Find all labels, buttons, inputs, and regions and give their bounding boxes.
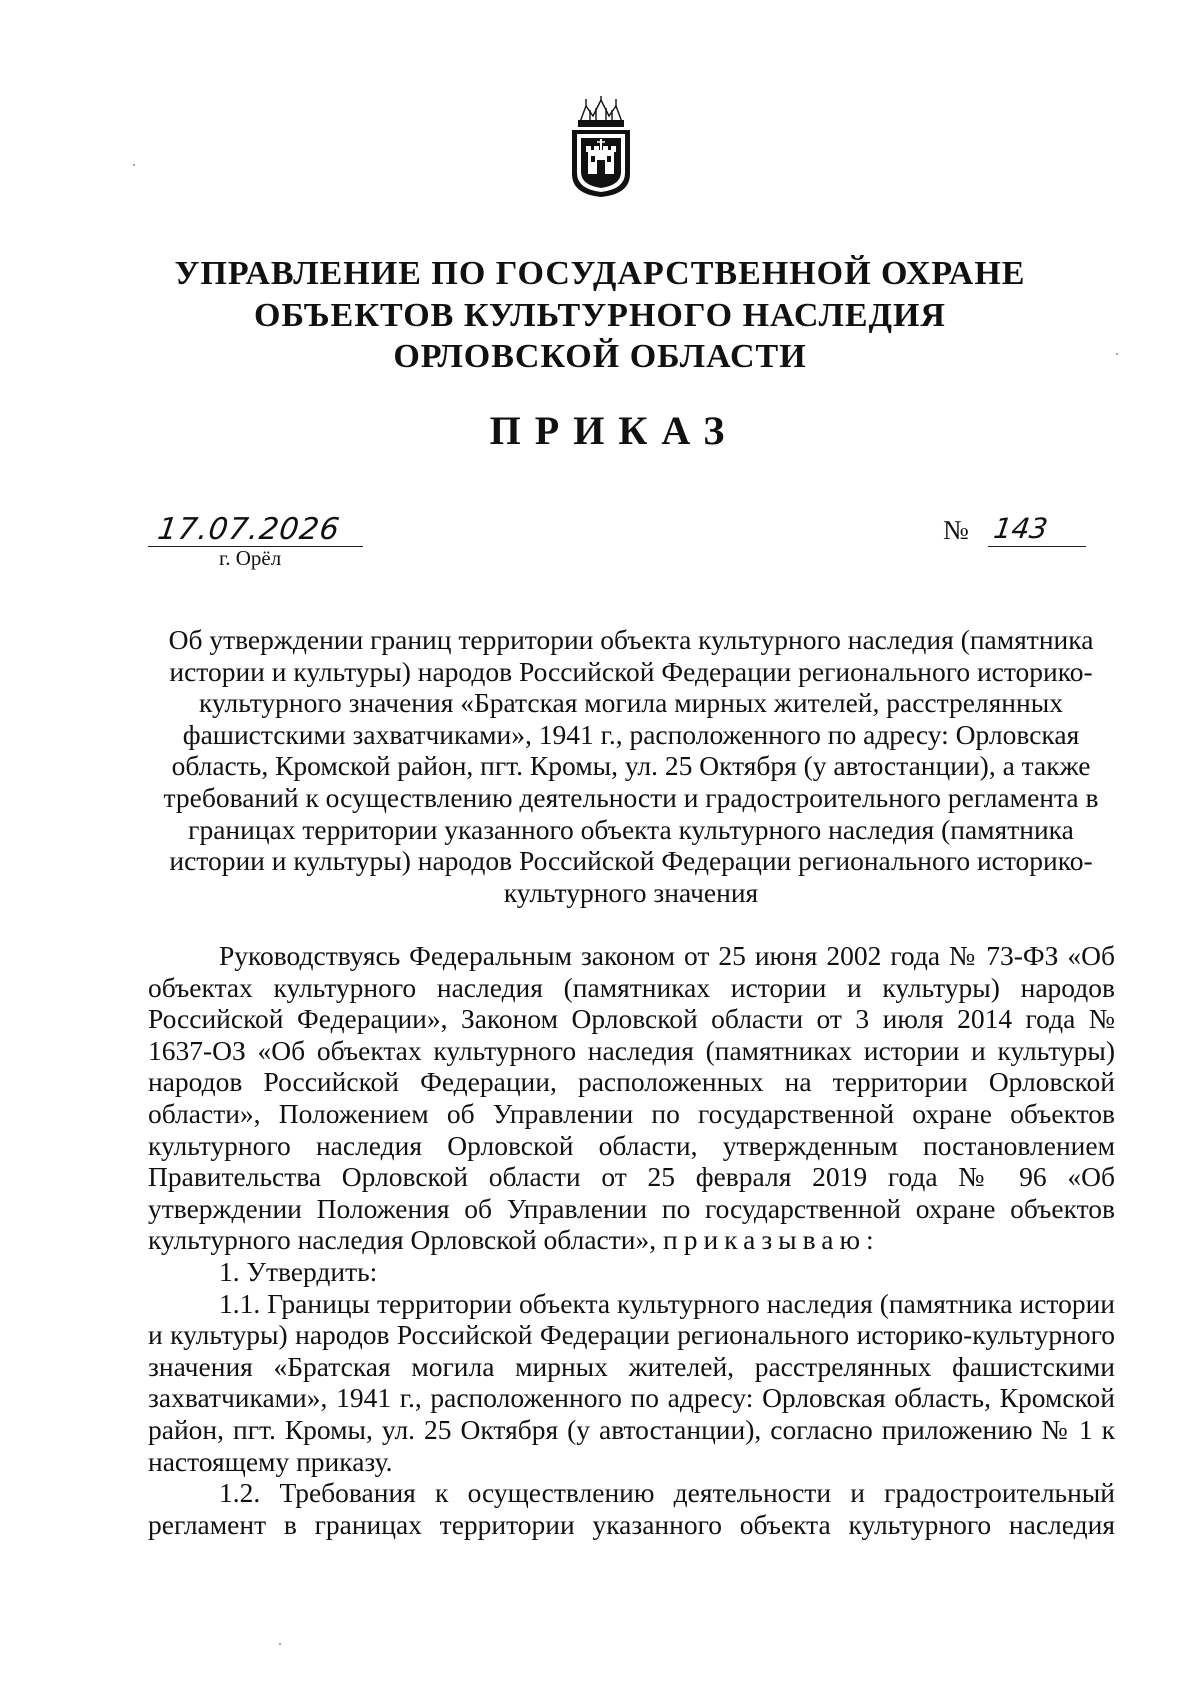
handwritten-number: 143 [991,512,1050,545]
document-body [148,940,1115,1540]
scan-speck [133,164,135,166]
date-field [148,512,363,547]
order-word: приказываю: [662,1224,880,1256]
document-type-heading: ПРИКАЗ [489,408,739,453]
handwritten-date: 17.07.2026 [155,512,343,547]
city-label: г. Орёл [219,546,282,570]
org-name-line3: ОРЛОВСКОЙ ОБЛАСТИ [393,338,807,375]
org-name-line2: ОБЪЕКТОВ КУЛЬТУРНОГО НАСЛЕДИЯ [254,297,946,334]
org-name-line1: УПРАВЛЕНИЕ ПО ГОСУДАРСТВЕННОЙ ОХРАНЕ [174,255,1026,292]
preamble-text: Руководствуясь Федеральным законом от 25 июня 2002 года № 73-ФЗ «Об объектах культурного наследия (памятниках истории и культуры) народов Российской Федерации», Законом Орловской области от 3 июля 2014 года № 1637-ОЗ «Об объектах культурного наследия (памятниках истории и культуры) народов Российской Федерации, расположенных на территории Орловской области», Положением об Управлении по государственной охране объектов культурного наследия Орловской области, утвержденным постановлением Правительства Орловской области от 25 февраля 2019 года № 96 «Об утверждении Положения об Управлении по государственной охране объектов культурного наследия Орловской области», [148,940,1115,1256]
document-title: Об утверждении границ территории объекта культурного наследия (памятника истории и культуры) народов Российской Федерации регионального историко-культурного значения «Братская могила мирных жителей, расстрелянных фашистскими захватчиками», 1941 г., расположенного по адресу: Орловская область, Кромской район, пгт. Кромы, ул. 25 Октября (у автостанции), а также требований к осуществлению деятельности и градостроительного регламента в границах территории указанного объекта культурного наследия (памятника истории и культуры) народов Российской Федерации регионального историко-культурного значения [163,624,1099,908]
item-1-1: 1.1. Границы территории объекта культурного наследия (памятника истории и культуры) народов Российской Федерации регионального историко-культурного значения «Братская могила мирных жителей, расстрелянных фашистскими захватчиками», 1941 г., расположенного по адресу: Орловская область, Кромской район, пгт. Кромы, ул. 25 Октября (у автостанции), согласно приложению № 1 к настоящему приказу. [148,1287,1115,1477]
number-field [988,512,1086,547]
item-1-2: 1.2. Требования к осуществлению деятельности и градостроительный регламент в границах территории указанного объекта культурного наследия [148,1477,1115,1540]
preamble-paragraph [148,940,1115,1256]
oryol-oblast-coat-of-arms-icon [566,96,636,198]
number-label: № [943,515,969,545]
scan-speck [279,1643,281,1645]
item-1: 1. Утвердить: [219,1255,378,1287]
